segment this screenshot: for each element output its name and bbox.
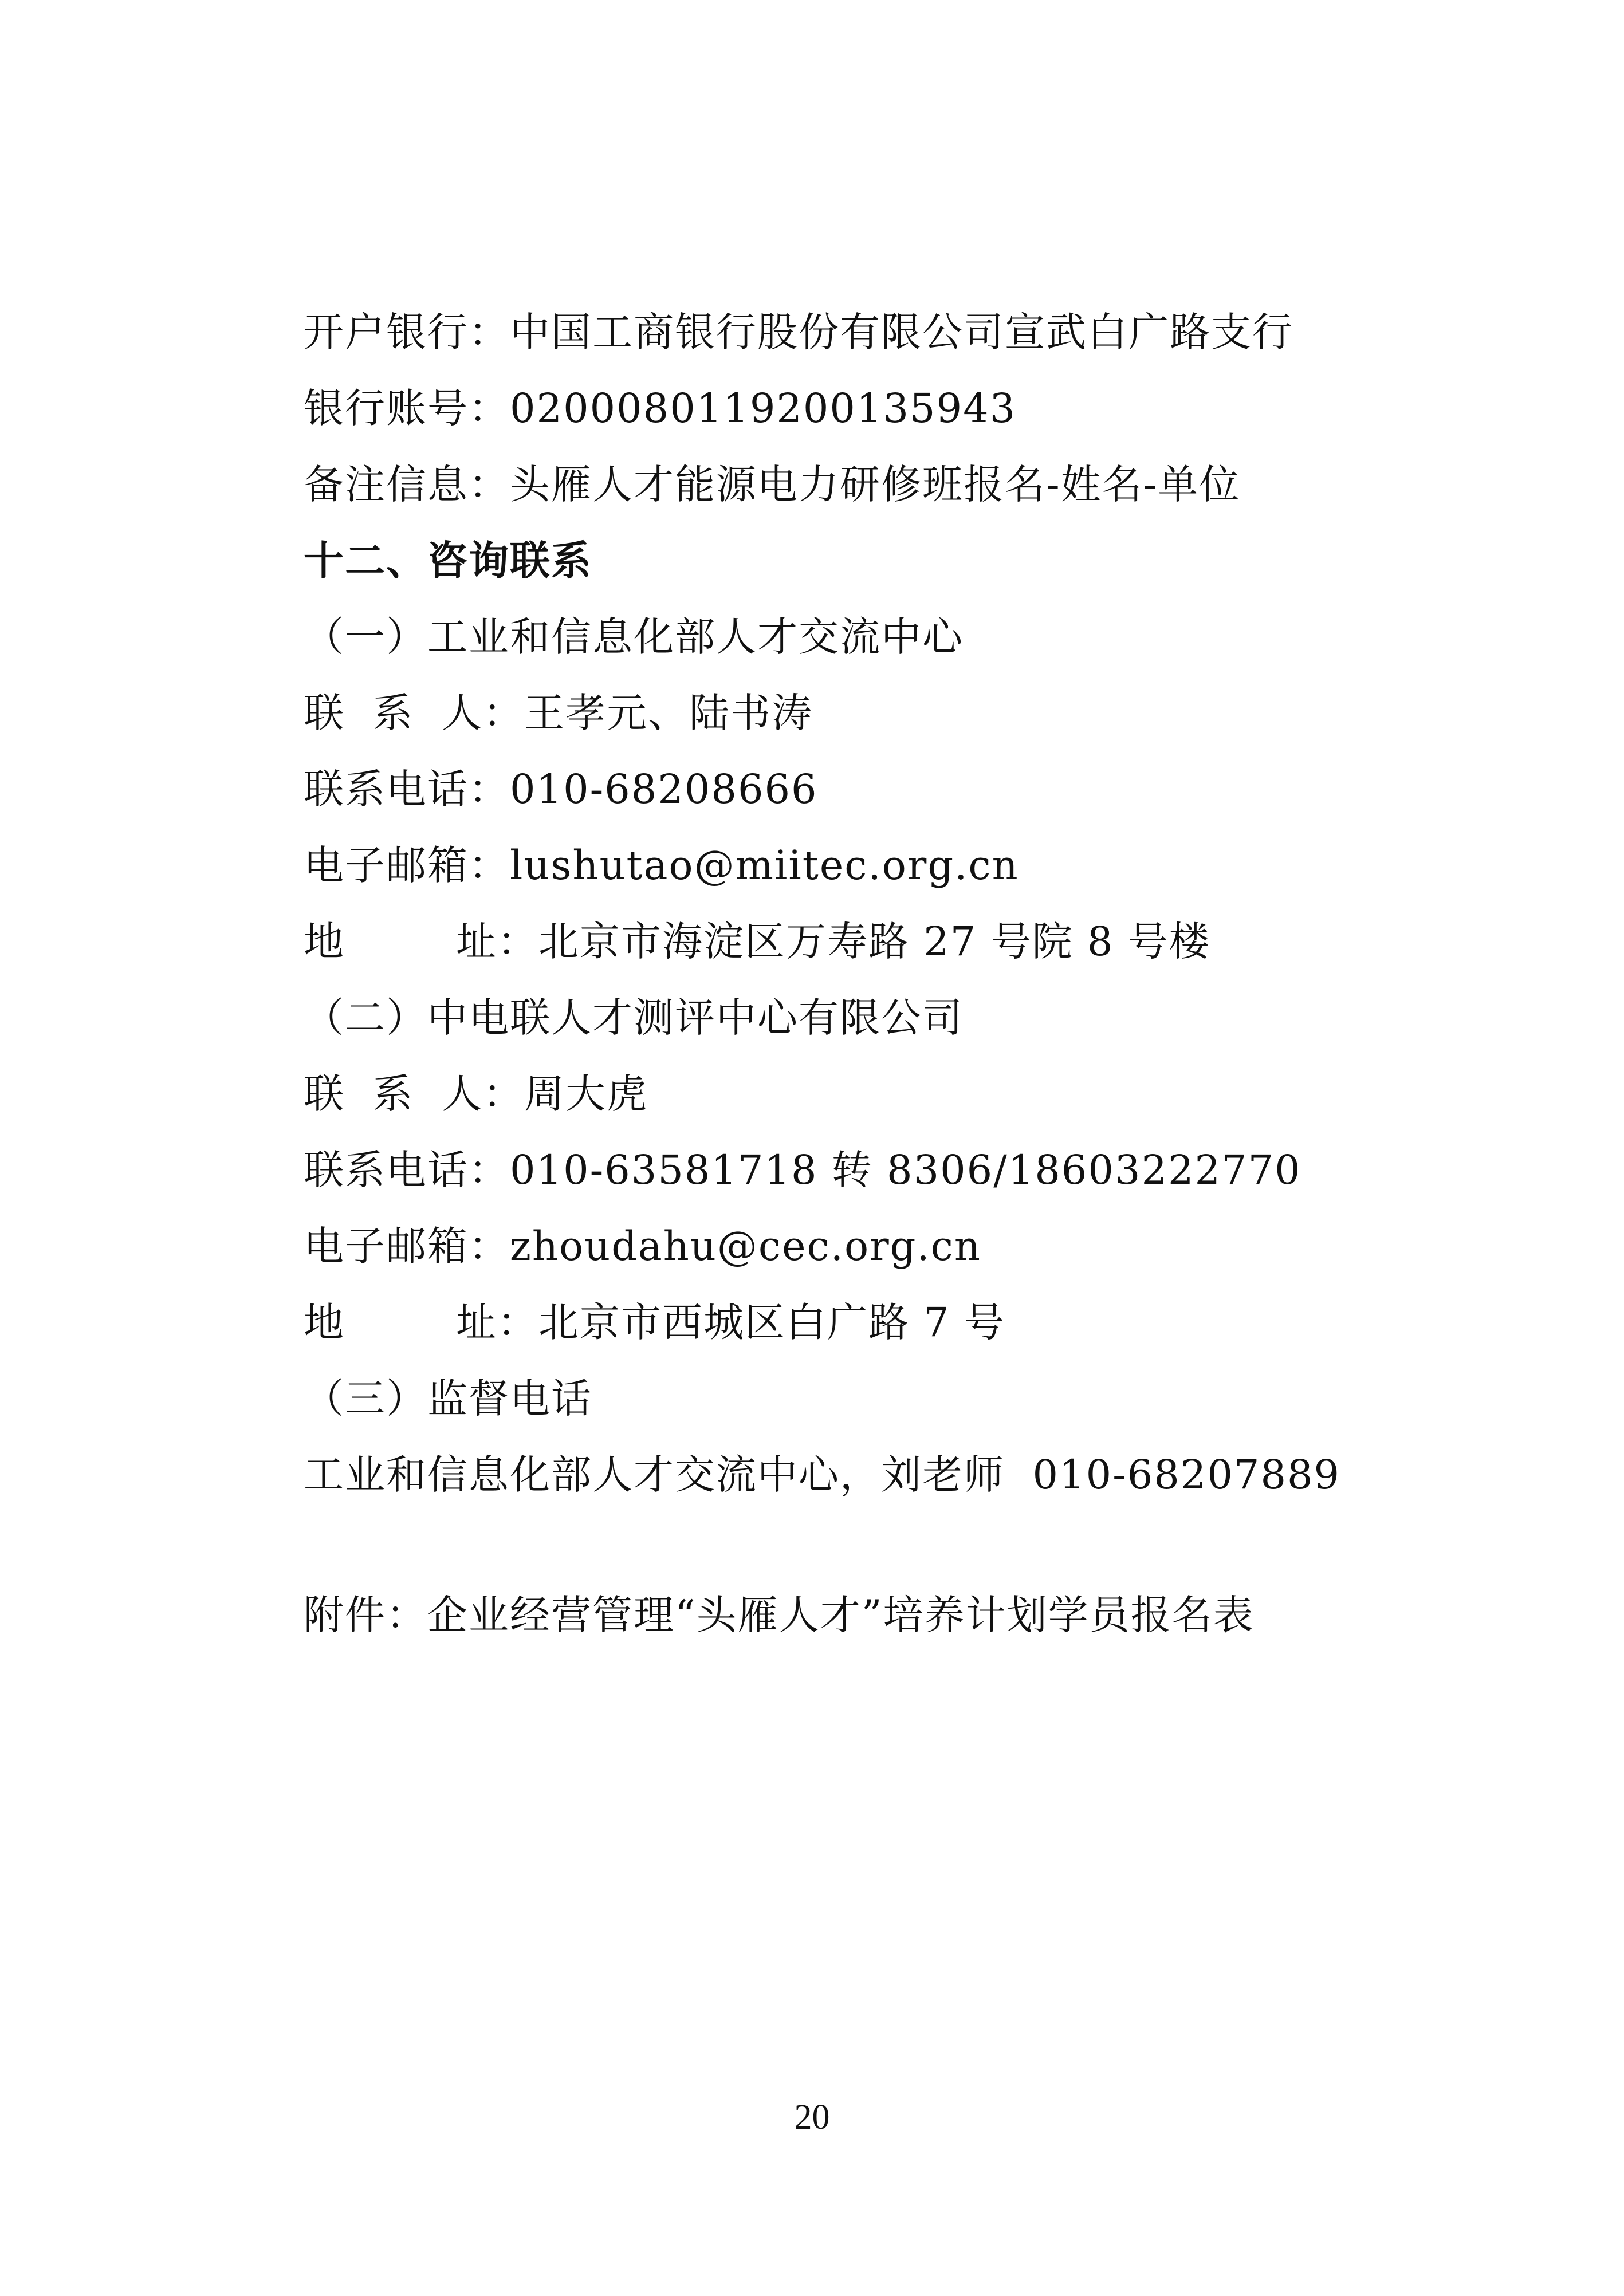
email-label: 电子邮箱 [304,842,469,889]
address-label: 地 址 [304,918,498,965]
colon: ： [469,766,510,813]
email-value: lushutao@miitec.org.cn [510,842,1019,889]
colon: ： [469,461,510,508]
remark-label: 备注信息 [304,461,469,508]
org2-phone-row [304,1141,1301,1199]
colon: ： [469,1147,510,1194]
colon: ： [497,918,539,965]
colon: ： [469,309,510,356]
attachment-line: 附件：企业经营管理“头雁人才”培养计划学员报名表 [304,1592,1255,1639]
org2-title: （二）中电联人才测评中心有限公司 [304,994,964,1041]
org3-title: （三）监督电话 [304,1375,592,1422]
supervision-line: 工业和信息化部人才交流中心，刘老师 010-68207889 [304,1451,1341,1498]
colon: ： [497,1299,539,1346]
org1-email-row [304,837,1019,894]
bank-account-value: 0200080119200135943 [510,385,1017,432]
remark-row [304,456,1240,513]
phone-label: 联系电话 [304,1147,469,1194]
colon: ： [483,1070,525,1117]
address-label: 地 址 [304,1299,498,1346]
email-value: zhoudahu@cec.org.cn [510,1223,981,1270]
colon: ： [469,842,510,889]
contact-value: 王孝元、陆书涛 [524,690,813,737]
phone-label: 联系电话 [304,766,469,813]
org1-title: （一）工业和信息化部人才交流中心 [304,613,964,660]
bank-account-label: 银行账号 [304,385,469,432]
phone-value: 010-68208666 [510,766,818,813]
bank-name-value: 中国工商银行股份有限公司宣武白广路支行 [510,309,1293,356]
org2-address-row [304,1294,1005,1351]
phone-value: 010-63581718 转 8306/18603222770 [510,1147,1301,1194]
address-value: 北京市西城区白广路 7 号 [538,1299,1006,1346]
address-value: 北京市海淀区万寿路 27 号院 8 号楼 [538,918,1210,965]
contact-value: 周大虎 [524,1070,648,1117]
colon: ： [469,385,510,432]
org1-phone-row [304,761,818,818]
bank-name-row [304,304,1293,361]
colon: ： [483,690,525,737]
page-number: 20 [794,2098,830,2137]
org2-contact-row [304,1065,648,1123]
contact-label: 联 系 人 [304,690,483,737]
org1-address-row [304,913,1210,970]
org2-email-row [304,1218,981,1275]
bank-name-label: 开户银行 [304,309,469,356]
contact-label: 联 系 人 [304,1070,483,1117]
remark-value: 头雁人才能源电力研修班报名-姓名-单位 [510,461,1241,508]
email-label: 电子邮箱 [304,1223,469,1270]
colon: ： [469,1223,510,1270]
org1-contact-row [304,684,813,742]
section-heading: 十二、咨询联系 [304,537,592,584]
bank-account-row [304,380,1016,437]
